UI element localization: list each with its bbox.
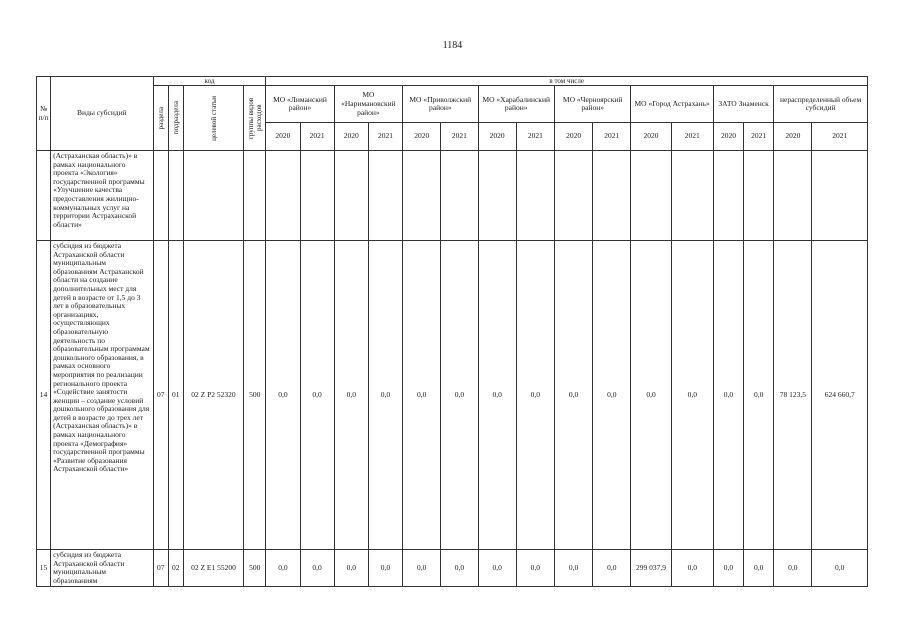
table-row bbox=[37, 151, 868, 241]
value-cell bbox=[744, 151, 774, 241]
header-mun-narimanovsky: МО «Наримановский район» bbox=[334, 86, 402, 123]
year-2021: 2021 bbox=[744, 123, 774, 151]
value-cell: 0,0 bbox=[441, 241, 478, 550]
year-2020: 2020 bbox=[713, 123, 743, 151]
year-2020: 2020 bbox=[478, 123, 516, 151]
page-number: 1184 bbox=[442, 40, 463, 51]
header-num: № п/п bbox=[37, 77, 51, 151]
value-cell bbox=[713, 151, 743, 241]
value-cell: 0,0 bbox=[554, 241, 592, 550]
year-2020: 2020 bbox=[554, 123, 592, 151]
razdel-code bbox=[153, 151, 168, 241]
value-cell: 0,0 bbox=[631, 241, 671, 550]
value-cell bbox=[266, 151, 300, 241]
podrazdel-code bbox=[168, 151, 183, 241]
year-2021: 2021 bbox=[516, 123, 554, 151]
value-cell bbox=[441, 151, 478, 241]
value-cell bbox=[631, 151, 671, 241]
year-2021: 2021 bbox=[671, 123, 713, 151]
year-2020: 2020 bbox=[631, 123, 671, 151]
vid-code: 500 bbox=[244, 550, 266, 587]
subsidy-description: (Астраханская область)» в рамках национального проекта «Экология» государственной программы «Улучшение качества предоставления жилищно-коммунальных услуг на территории Астраханской области» bbox=[51, 151, 154, 241]
header-vid: группы видов расходов bbox=[244, 86, 266, 151]
value-cell bbox=[334, 151, 368, 241]
table-row bbox=[37, 241, 868, 550]
value-cell bbox=[593, 151, 631, 241]
value-cell: 299 037,9 bbox=[631, 550, 671, 587]
value-cell: 0,0 bbox=[300, 241, 334, 550]
header-unallocated: нераспределенный объем субсидий bbox=[774, 86, 868, 123]
value-cell: 78 123,5 bbox=[774, 241, 812, 550]
header-kind: Виды субсидий bbox=[51, 77, 154, 151]
value-cell bbox=[812, 151, 868, 241]
value-cell: 0,0 bbox=[593, 550, 631, 587]
year-2020: 2020 bbox=[334, 123, 368, 151]
value-cell bbox=[368, 151, 402, 241]
vid-code bbox=[244, 151, 266, 241]
value-cell bbox=[774, 151, 812, 241]
header-mun-astrakhan: МО «Город Астрахань» bbox=[631, 86, 713, 123]
value-cell bbox=[300, 151, 334, 241]
value-cell: 0,0 bbox=[774, 550, 812, 587]
row-number bbox=[37, 151, 51, 241]
subsidy-table bbox=[36, 76, 868, 587]
value-cell: 0,0 bbox=[334, 550, 368, 587]
year-2021: 2021 bbox=[593, 123, 631, 151]
razdel-code: 07 bbox=[153, 241, 168, 550]
header-mun-chernoyarsky: МО «Черноярский район» bbox=[554, 86, 630, 123]
value-cell: 0,0 bbox=[516, 550, 554, 587]
vid-code: 500 bbox=[244, 241, 266, 550]
header-kod: код bbox=[153, 77, 266, 86]
value-cell: 0,0 bbox=[403, 241, 441, 550]
value-cell: 0,0 bbox=[744, 241, 774, 550]
value-cell: 0,0 bbox=[671, 241, 713, 550]
value-cell: 0,0 bbox=[671, 550, 713, 587]
podrazdel-code: 01 bbox=[168, 241, 183, 550]
celevaya-code: 02 Z P2 52320 bbox=[183, 241, 243, 550]
celevaya-code bbox=[183, 151, 243, 241]
year-2020: 2020 bbox=[403, 123, 441, 151]
value-cell: 0,0 bbox=[478, 241, 516, 550]
value-cell: 0,0 bbox=[812, 550, 868, 587]
value-cell: 0,0 bbox=[334, 241, 368, 550]
header-mun-privolzhsky: МО «Приволжский район» bbox=[403, 86, 478, 123]
value-cell: 0,0 bbox=[300, 550, 334, 587]
value-cell: 0,0 bbox=[713, 550, 743, 587]
value-cell: 0,0 bbox=[403, 550, 441, 587]
year-2021: 2021 bbox=[300, 123, 334, 151]
table-body bbox=[37, 151, 868, 587]
row-number: 14 bbox=[37, 241, 51, 550]
subsidy-description: субсидия из бюджета Астраханской области муниципальным образованиям bbox=[51, 550, 154, 587]
value-cell: 0,0 bbox=[744, 550, 774, 587]
year-2021: 2021 bbox=[441, 123, 478, 151]
value-cell: 0,0 bbox=[368, 550, 402, 587]
header-mun-znamensk: ЗАТО Знаменск bbox=[713, 86, 773, 123]
header-celevaya: целевой статьи bbox=[183, 86, 243, 151]
razdel-code: 07 bbox=[153, 550, 168, 587]
value-cell bbox=[478, 151, 516, 241]
row-number: 15 bbox=[37, 550, 51, 587]
value-cell: 0,0 bbox=[713, 241, 743, 550]
year-2021: 2021 bbox=[368, 123, 402, 151]
value-cell: 0,0 bbox=[593, 241, 631, 550]
celevaya-code: 02 Z E1 55200 bbox=[183, 550, 243, 587]
header-mun-kharabalinsky: МО «Харабалинский район» bbox=[478, 86, 554, 123]
podrazdel-code: 02 bbox=[168, 550, 183, 587]
value-cell bbox=[671, 151, 713, 241]
value-cell: 0,0 bbox=[441, 550, 478, 587]
value-cell: 0,0 bbox=[554, 550, 592, 587]
table-row bbox=[37, 550, 868, 587]
value-cell: 0,0 bbox=[266, 550, 300, 587]
value-cell: 0,0 bbox=[478, 550, 516, 587]
header-mun-limansky: МО «Лиманский район» bbox=[266, 86, 334, 123]
header-razdel: раздела bbox=[153, 86, 168, 151]
year-2020: 2020 bbox=[266, 123, 300, 151]
header-tom-chisle: в том числе bbox=[266, 77, 868, 86]
value-cell: 0,0 bbox=[266, 241, 300, 550]
value-cell: 0,0 bbox=[516, 241, 554, 550]
header-podrazdel: подраздела bbox=[168, 86, 183, 151]
value-cell bbox=[554, 151, 592, 241]
value-cell bbox=[403, 151, 441, 241]
value-cell: 0,0 bbox=[368, 241, 402, 550]
year-2020: 2020 bbox=[774, 123, 812, 151]
subsidy-description: субсидия из бюджета Астраханской области муниципальным образованиям Астраханской области на создание дополнительных мест для детей в возрасте от 1,5 до 3 лет в образовательных организациях, осуществляющих образовательную деятельность по образовательным программам дошкольного образования, в рамках основного мероприятия по реализации регионального проекта «Содействие занятости женщин – создание условий дошкольного образования для детей в возрасте до трех лет (Астраханская область)» в рамках национального проекта «Демография» государственной программы «Развитие образования Астраханской области» bbox=[51, 241, 154, 550]
value-cell: 624 660,7 bbox=[812, 241, 868, 550]
value-cell bbox=[516, 151, 554, 241]
year-2021: 2021 bbox=[812, 123, 868, 151]
